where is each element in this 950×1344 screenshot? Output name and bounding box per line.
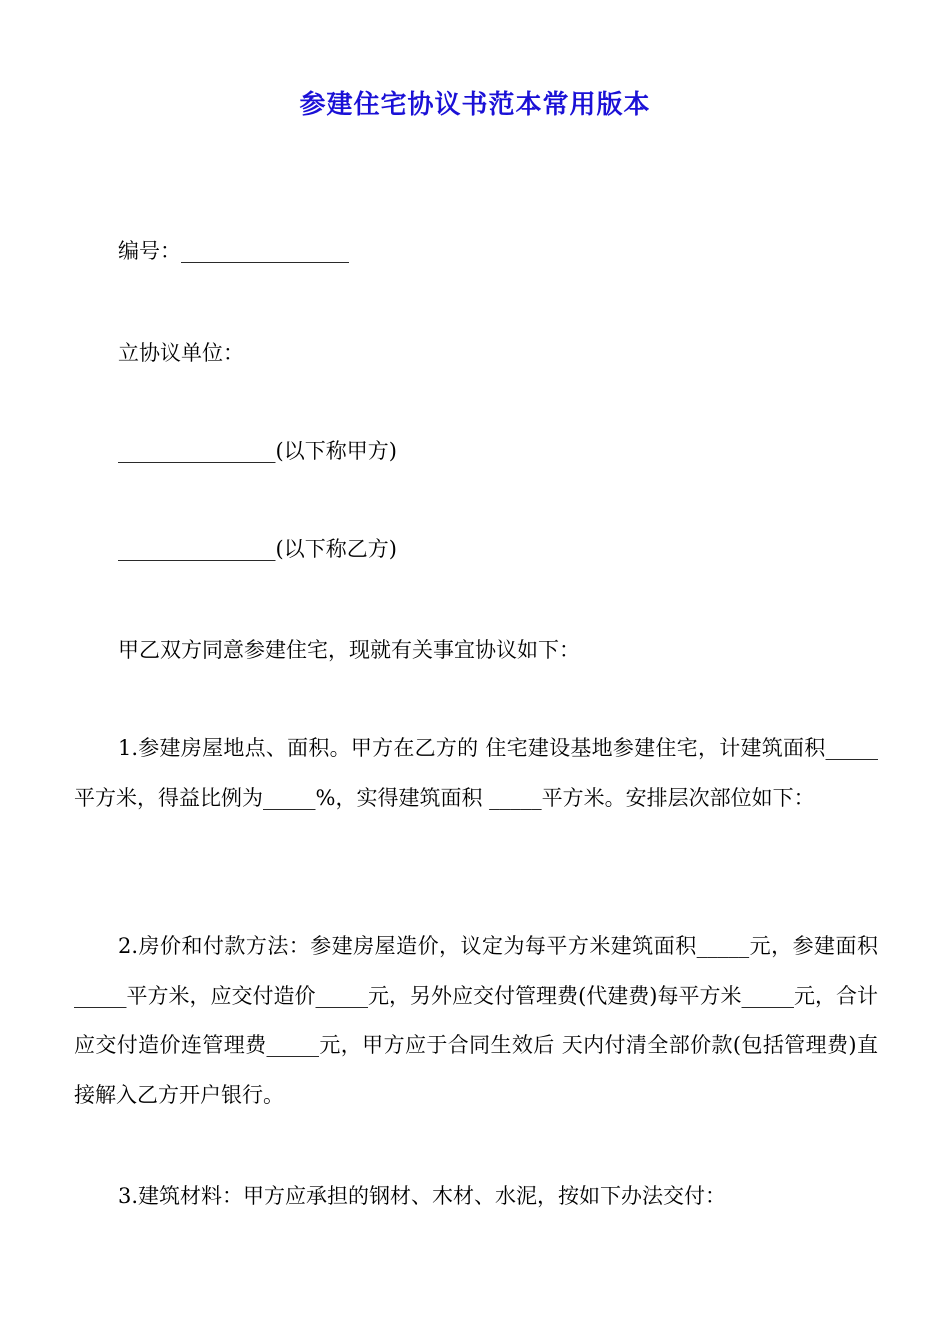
contract-number-line: 编号：________________: [118, 239, 349, 263]
clause-1-paragraph: 1.参建房屋地点、面积。甲方在乙方的 住宅建设基地参建住宅，计建筑面积_____平方米，得益比例为_____%，实得建筑面积 _____平方米。安排层次部位如下：: [74, 736, 878, 810]
intro-paragraph: 甲乙双方同意参建住宅，现就有关事宜协议如下：: [118, 638, 580, 662]
party-a-line: _______________(以下称甲方): [118, 439, 397, 463]
party-b-line: _______________(以下称乙方): [118, 537, 397, 561]
clause-3-paragraph: 3.建筑材料：甲方应承担的钢材、木材、水泥，按如下办法交付：: [118, 1184, 727, 1208]
parties-heading: 立协议单位：: [118, 341, 244, 365]
clause-2-paragraph: 2.房价和付款方法：参建房屋造价，议定为每平方米建筑面积_____元，参建面积 _____平方米，应交付造价_____元，另外应交付管理费(代建费)每平方米_____元，合计应交付造价连管理费_____元，甲方应于合同生效后 天内付清全部价款(包括管理费)直接解入乙方开户银行。: [74, 934, 878, 1107]
document-title: 参建住宅协议书范本常用版本: [299, 90, 651, 120]
